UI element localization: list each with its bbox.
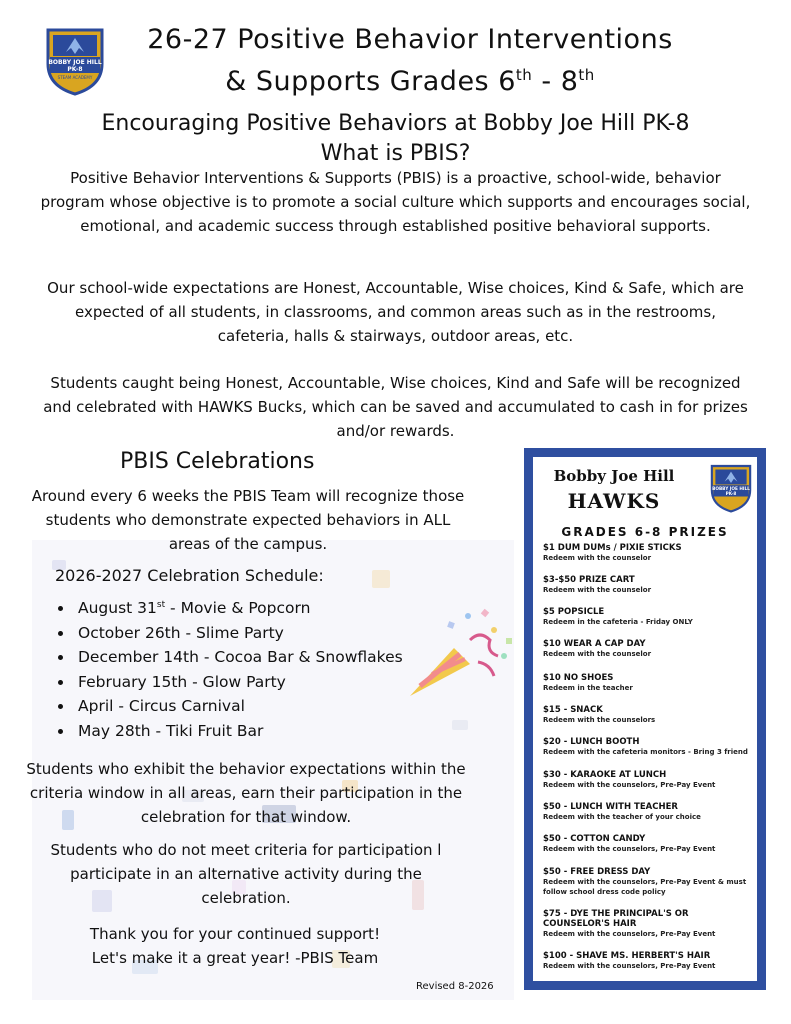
schedule-list bbox=[52, 593, 474, 743]
schedule-item: • December 14th - Cocoa Bar & Snowflakes bbox=[74, 645, 474, 670]
school-logo bbox=[44, 26, 106, 96]
prize-item: $75 - DYE THE PRINCIPAL'S OR COUNSELOR'S HAIR Redeem with the counselors, Pre-Pay Event bbox=[543, 909, 716, 938]
prize-item: $3-$50 PRIZE CART Redeem with the counselor bbox=[543, 575, 652, 594]
not-meet-paragraph: Students who do not meet criteria for participation l participate in an alternative activity during the celebration. bbox=[50, 841, 442, 907]
prize-item: $50 - COTTON CANDY Redeem with the counselors, Pre-Pay Event bbox=[543, 834, 716, 853]
exhibit-paragraph: Students who exhibit the behavior expectations within the criteria window in all areas, earn their participation in the celebration for that window. bbox=[26, 760, 466, 826]
prize-item: $20 - LUNCH BOOTH Redeem with the cafeteria monitors - Bring 3 friend bbox=[543, 737, 748, 756]
svg-text:PK-8: PK-8 bbox=[725, 492, 737, 498]
revised-date: Revised 8-2026 bbox=[416, 981, 494, 992]
svg-text:STEAM ACADEMY: STEAM ACADEMY bbox=[57, 75, 93, 80]
celebrations-intro: Around every 6 weeks the PBIS Team will recognize those students who demonstrate expected behaviors in ALL areas of the campus. bbox=[31, 487, 465, 553]
celebrations-title: PBIS Celebrations bbox=[120, 449, 315, 474]
prize-item: $10 WEAR A CAP DAY Redeem with the counselor bbox=[543, 639, 652, 658]
page-title-line2: & Supports Grades 6th - 8th bbox=[225, 66, 595, 97]
prize-item: $50 - LUNCH WITH TEACHER Redeem with the teacher of your choice bbox=[543, 802, 701, 821]
prizes-heading: GRADES 6-8 PRIZES bbox=[561, 525, 729, 539]
prize-item: $30 - KARAOKE AT LUNCH Redeem with the counselors, Pre-Pay Event bbox=[543, 770, 716, 789]
prize-item: $100 - SHAVE MS. HERBERT'S HAIR Redeem with the counselors, Pre-Pay Event bbox=[543, 951, 716, 970]
prizes-panel bbox=[524, 448, 766, 990]
schedule-item: • October 26th - Slime Party bbox=[74, 621, 474, 646]
what-is-heading: What is PBIS? bbox=[320, 141, 471, 166]
prize-item: $5 POPSICLE Redeem in the cafeteria - Friday ONLY bbox=[543, 607, 693, 626]
intro-paragraph-1: Positive Behavior Interventions & Supports (PBIS) is a proactive, school-wide, behavior program whose objective is to promote a social culture which supports and encourages social, emotional, and academic success through established positive behavioral supports. bbox=[40, 169, 751, 235]
schedule-item: • May 28th - Tiki Fruit Bar bbox=[74, 719, 474, 744]
prize-item: $15 - SNACK Redeem with the counselors bbox=[543, 705, 656, 724]
thanks-note: Thank you for your continued support! Let's make it a great year! -PBIS Team bbox=[89, 925, 381, 967]
intro-paragraph-3: Students caught being Honest, Accountable, Wise choices, Kind and Safe will be recognized and celebrated with HAWKS Bucks, which can be saved and accumulated to cash in for prizes and/or rewards. bbox=[43, 374, 748, 440]
prize-item: $10 NO SHOES Redeem in the teacher bbox=[543, 673, 633, 692]
prize-item: $50 - FREE DRESS DAY Redeem with the counselors, Pre-Pay Event & must follow school dress code policy bbox=[543, 867, 747, 896]
svg-text:BOBBY JOE HILL: BOBBY JOE HILL bbox=[48, 59, 102, 66]
page-title-line1: 26-27 Positive Behavior Interventions bbox=[147, 24, 673, 55]
svg-text:PK-8: PK-8 bbox=[67, 66, 83, 73]
schedule-item: • April - Circus Carnival bbox=[74, 694, 474, 719]
hawks-title: Bobby Joe Hill HAWKS bbox=[553, 467, 675, 513]
prize-item: $1 DUM DUMs / PIXIE STICKS Redeem with the counselor bbox=[543, 543, 682, 562]
schedule-item: • February 15th - Glow Party bbox=[74, 670, 474, 695]
schedule-title: 2026-2027 Celebration Schedule: bbox=[55, 566, 324, 585]
schedule-item: • August 31st - Movie & Popcorn bbox=[74, 593, 474, 621]
intro-paragraph-2: Our school-wide expectations are Honest, Accountable, Wise choices, Kind & Safe, which are expected of all students, in classrooms, and common areas such as in the restrooms, cafeteria, halls & stairways, outdoor areas, etc. bbox=[47, 279, 744, 345]
svg-text:BOBBY JOE HILL: BOBBY JOE HILL bbox=[712, 487, 750, 493]
subtitle: Encouraging Positive Behaviors at Bobby Joe Hill PK-8 bbox=[101, 111, 690, 136]
panel-school-logo bbox=[709, 463, 753, 513]
